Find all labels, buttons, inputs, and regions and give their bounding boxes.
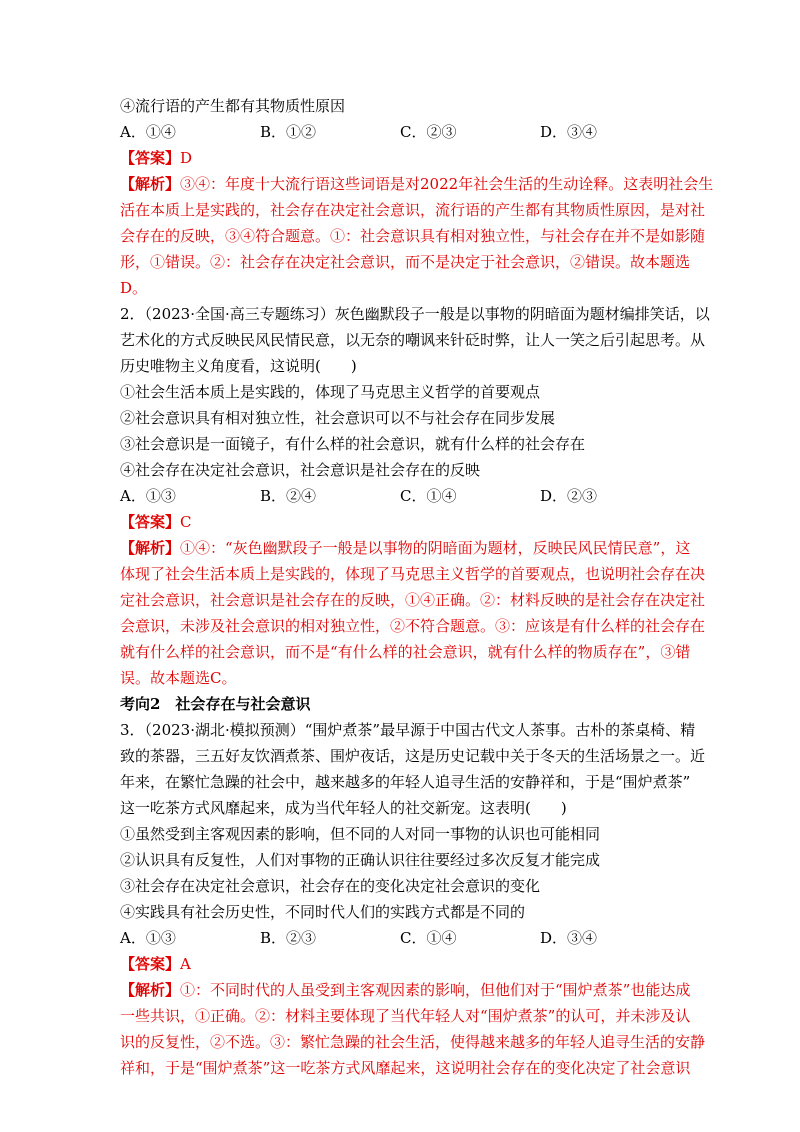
q1-option-d: D．③④ bbox=[540, 123, 598, 141]
q2-statement: ④社会存在决定社会意识，社会意识是社会存在的反映 bbox=[120, 461, 481, 479]
q2-analysis-line: 误。故本题选C。 bbox=[120, 669, 237, 687]
q1-analysis-line bbox=[120, 174, 713, 194]
q2-statement: ③社会意识是一面镜子，有什么样的社会意识，就有什么样的社会存在 bbox=[120, 435, 586, 453]
q2-stem-line: 艺术化的方式反映民风民情民意，以无奈的嘲讽来针砭时弊，让人一笑之后引起思考。从 bbox=[120, 331, 706, 349]
q3-stem-line: 致的茶器，三五好友饮酒煮茶、围炉夜话，这是历史记载中关于冬天的生活场景之一。近 bbox=[120, 747, 706, 765]
analysis-label: 【解析】 bbox=[120, 981, 181, 999]
q2-analysis-line: 定社会意识，社会意识是社会存在的反映，①④正确。②：材料反映的是社会存在决定社 bbox=[120, 591, 706, 609]
analysis-text: ③④：年度十大流行语这些词语是对2022年社会生活的生动诠释。这表明社会生 bbox=[180, 175, 714, 193]
q3-analysis-line: 识的反复性，②不选。③：繁忙急躁的社会生活，使得越来越多的年轻人追寻生活的安静 bbox=[120, 1033, 706, 1051]
q1-answer bbox=[120, 148, 192, 168]
q3-statement: ④实践具有社会历史性，不同时代人们的实践方式都是不同的 bbox=[120, 903, 526, 921]
q2-statement: ②社会意识具有相对独立性，社会意识可以不与社会存在同步发展 bbox=[120, 409, 556, 427]
q3-option-c: C．①④ bbox=[400, 929, 457, 947]
q3-statement: ②认识具有反复性，人们对事物的正确认识往往要经过多次反复才能完成 bbox=[120, 851, 601, 869]
analysis-label: 【解析】 bbox=[120, 175, 181, 193]
q1-analysis-line: 活在本质上是实践的，社会存在决定社会意识，流行语的产生都有其物质性原因，是对社 bbox=[120, 201, 706, 219]
q2-analysis-line: 就有什么样的社会意识，而不是“有什么样的社会意识，就有什么样的物质存在”，③错 bbox=[120, 643, 691, 661]
q1-option-b: B．①② bbox=[260, 123, 317, 141]
q2-statement: ①社会生活本质上是实践的，体现了马克思主义哲学的首要观点 bbox=[120, 383, 541, 401]
q1-option-c: C．②③ bbox=[400, 123, 457, 141]
q2-analysis-line: 会意识，未涉及社会意识的相对独立性，②不符合题意。③：应该是有什么样的社会存在 bbox=[120, 617, 706, 635]
q2-stem-line: 历史唯物主义角度看，这说明( ) bbox=[120, 357, 357, 375]
q3-stem-line: 这一吃茶方式风靡起来，成为当代年轻人的社交新宠。这表明( ) bbox=[120, 799, 567, 817]
q1-analysis-line: D。 bbox=[120, 279, 148, 297]
q3-analysis-line: 一些共识，①正确。②：材料主要体现了当代年轻人对“围炉煮茶”的认可，并未涉及认 bbox=[120, 1007, 691, 1025]
q2-option-c: C．①④ bbox=[400, 487, 457, 505]
q3-stem-line: 年来，在繁忙急躁的社会中，越来越多的年轻人追寻生活的安静祥和，于是“围炉煮茶” bbox=[120, 773, 691, 791]
q2-option-a: A．①③ bbox=[120, 487, 176, 505]
q3-statement: ③社会存在决定社会意识，社会存在的变化决定社会意识的变化 bbox=[120, 877, 541, 895]
q2-option-d: D．②③ bbox=[540, 487, 598, 505]
answer-value: A bbox=[180, 955, 191, 973]
q3-statement: ①虽然受到主客观因素的影响，但不同的人对同一事物的认识也可能相同 bbox=[120, 825, 601, 843]
q3-analysis-line: 祥和，于是“围炉煮茶”这一吃茶方式风靡起来，这说明社会存在的变化决定了社会意识 bbox=[120, 1059, 691, 1077]
section-heading: 考向2 社会存在与社会意识 bbox=[120, 695, 311, 713]
q1-option-a: A．①④ bbox=[120, 123, 176, 141]
analysis-label: 【解析】 bbox=[120, 539, 181, 557]
answer-value: D bbox=[180, 149, 193, 167]
q1-analysis-line: 会存在的反映，③④符合题意。①：社会意识具有相对独立性，与社会存在并不是如影随 bbox=[120, 227, 706, 245]
answer-value: C bbox=[180, 513, 192, 531]
q2-analysis-line bbox=[120, 538, 690, 558]
answer-label: 【答案】 bbox=[120, 149, 181, 167]
q2-stem-line: 2．（2023·全国·高三专题练习）灰色幽默段子一般是以事物的阴暗面为题材编排笑话，以 bbox=[120, 305, 710, 323]
q3-stem-line: 3．（2023·湖北·模拟预测）“围炉煮茶”最早源于中国古代文人茶事。古朴的茶桌椅、精 bbox=[120, 721, 696, 739]
q3-answer bbox=[120, 954, 191, 974]
q2-option-b: B．②④ bbox=[260, 487, 317, 505]
analysis-text: ①④：“灰色幽默段子一般是以事物的阴暗面为题材，反映民风民情民意”，这 bbox=[180, 539, 691, 557]
q2-answer bbox=[120, 512, 192, 532]
q3-option-a: A．①③ bbox=[120, 929, 176, 947]
q1-statement-4: ④流行语的产生都有其物质性原因 bbox=[120, 97, 346, 115]
q3-option-d: D．③④ bbox=[540, 929, 598, 947]
answer-label: 【答案】 bbox=[120, 513, 181, 531]
answer-label: 【答案】 bbox=[120, 955, 181, 973]
q2-analysis-line: 体现了社会生活本质上是实践的，体现了马克思主义哲学的首要观点，也说明社会存在决 bbox=[120, 565, 706, 583]
q3-analysis-line bbox=[120, 980, 690, 1000]
q3-option-b: B．②③ bbox=[260, 929, 317, 947]
analysis-text: ①：不同时代的人虽受到主客观因素的影响，但他们对于“围炉煮茶”也能达成 bbox=[180, 981, 691, 999]
q1-analysis-line: 形，①错误。②：社会存在决定社会意识，而不是决定于社会意识，②错误。故本题选 bbox=[120, 253, 691, 271]
